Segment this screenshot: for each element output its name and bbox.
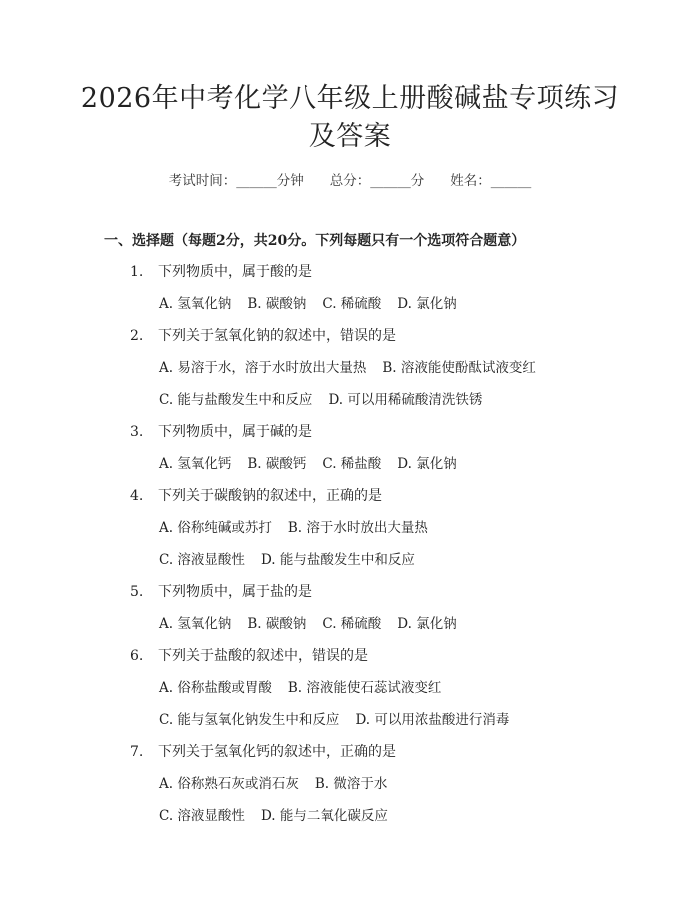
- question-text: 下列物质中，属于碱的是: [158, 424, 312, 440]
- student-name-field: 姓名：______: [450, 173, 532, 189]
- option-a: A. 俗称纯碱或苏打: [159, 520, 272, 536]
- option-b: B. 溶于水时放出大量热: [287, 520, 428, 536]
- option-d: D. 氯化钠: [397, 616, 457, 632]
- question-4-options-row1: [159, 516, 444, 536]
- option-a: A. 俗称熟石灰或消石灰: [159, 776, 299, 792]
- option-c: C. 溶液显酸性: [159, 808, 245, 824]
- option-d: D. 氯化钠: [397, 296, 457, 312]
- option-d: D. 能与盐酸发生中和反应: [260, 552, 415, 568]
- option-a: A. 氢氧化钙: [159, 456, 232, 472]
- question-5: [130, 581, 312, 601]
- question-7: [130, 741, 396, 761]
- question-7-options-row1: [159, 772, 403, 792]
- question-3: [130, 421, 312, 441]
- question-6-options-row1: [159, 676, 457, 696]
- question-5-options: [159, 612, 473, 632]
- question-number: 5.: [130, 584, 144, 600]
- section-heading-multiple-choice: 一、选择题（每题2分，共20分。下列每题只有一个选项符合题意）: [104, 233, 526, 249]
- question-6-options-row2: [159, 708, 525, 728]
- option-d: D. 氯化钠: [397, 456, 457, 472]
- question-1: [130, 261, 312, 281]
- question-text: 下列关于碳酸钠的叙述中，正确的是: [158, 488, 382, 504]
- question-number: 3.: [130, 424, 144, 440]
- question-2: [130, 325, 396, 345]
- option-d: D. 可以用浓盐酸进行消毒: [355, 712, 510, 728]
- option-c: C. 稀硫酸: [322, 296, 382, 312]
- question-2-options-row2: [159, 388, 498, 408]
- question-number: 7.: [130, 744, 144, 760]
- question-text: 下列关于氢氧化钠的叙述中，错误的是: [158, 328, 396, 344]
- option-b: B. 碳酸钠: [247, 616, 307, 632]
- option-c: C. 能与氢氧化钠发生中和反应: [159, 712, 340, 728]
- document-title-line1: 2026年中考化学八年级上册酸碱盐专项练习: [80, 83, 620, 114]
- option-a: A. 易溶于水，溶于水时放出大量热: [159, 360, 367, 376]
- option-b: B. 微溶于水: [314, 776, 388, 792]
- question-4-options-row2: [159, 548, 431, 568]
- total-score-field: 总分：______分: [329, 173, 425, 189]
- option-c: C. 能与盐酸发生中和反应: [159, 392, 313, 408]
- question-1-options: [159, 292, 473, 312]
- question-text: 下列关于盐酸的叙述中，错误的是: [158, 648, 368, 664]
- option-b: B. 碳酸钙: [247, 456, 307, 472]
- option-a: A. 氢氧化钠: [159, 616, 232, 632]
- document-title-line2: 及答案: [308, 121, 392, 152]
- option-b: B. 溶液能使酚酞试液变红: [382, 360, 536, 376]
- question-number: 4.: [130, 488, 144, 504]
- option-c: C. 溶液显酸性: [159, 552, 245, 568]
- question-2-options-row1: [159, 356, 552, 376]
- question-3-options: [159, 452, 473, 472]
- question-text: 下列物质中，属于盐的是: [158, 584, 312, 600]
- option-a: A. 俗称盐酸或胃酸: [159, 680, 272, 696]
- option-c: C. 稀盐酸: [322, 456, 382, 472]
- question-7-options-row2: [159, 804, 404, 824]
- question-text: 下列物质中，属于酸的是: [158, 264, 312, 280]
- option-d: D. 可以用稀硫酸清洗铁锈: [328, 392, 483, 408]
- exam-info-row: [0, 169, 700, 189]
- option-d: D. 能与二氧化碳反应: [260, 808, 388, 824]
- question-text: 下列关于氢氧化钙的叙述中，正确的是: [158, 744, 396, 760]
- question-number: 1.: [130, 264, 144, 280]
- option-b: B. 碳酸钠: [247, 296, 307, 312]
- exam-time-field: 考试时间：______分钟: [168, 173, 304, 189]
- option-c: C. 稀硫酸: [322, 616, 382, 632]
- option-b: B. 溶液能使石蕊试液变红: [287, 680, 442, 696]
- question-number: 6.: [130, 648, 144, 664]
- question-6: [130, 645, 368, 665]
- option-a: A. 氢氧化钠: [159, 296, 232, 312]
- question-4: [130, 485, 382, 505]
- question-number: 2.: [130, 328, 144, 344]
